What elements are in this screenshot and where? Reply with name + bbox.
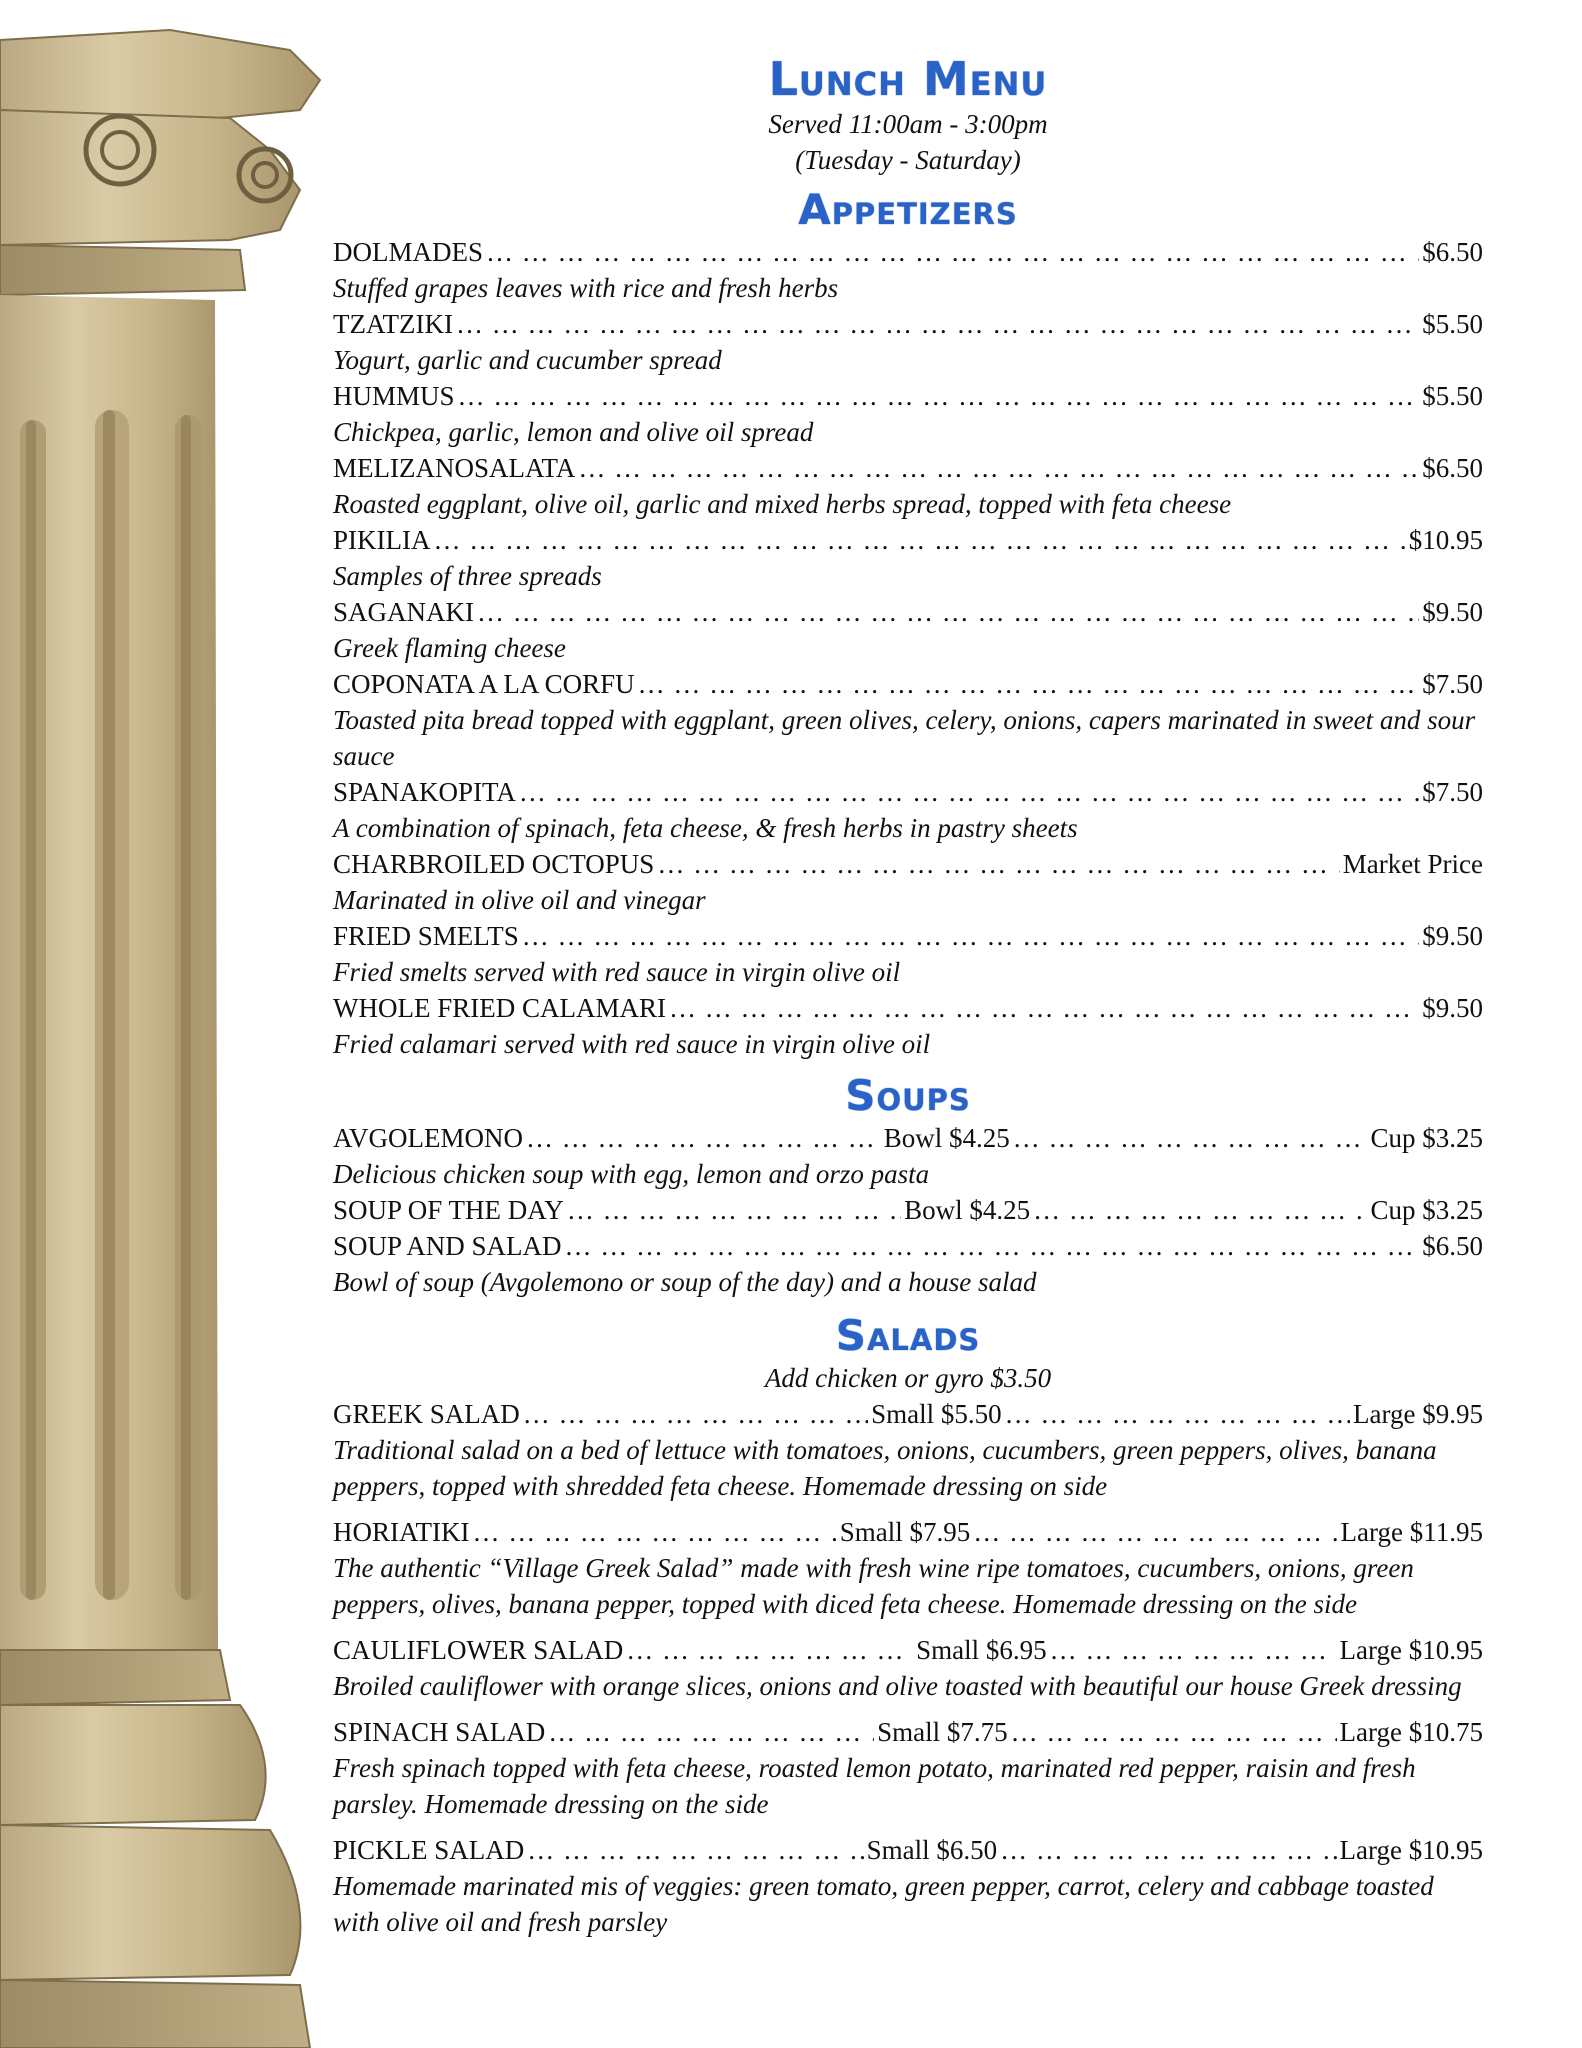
dot-leader: [1011, 1714, 1337, 1750]
menu-item-row: [333, 1832, 1483, 1868]
menu-item: [333, 306, 1483, 378]
menu-item-row: [333, 1396, 1483, 1432]
item-price: $9.50: [1422, 921, 1483, 951]
item-price: $5.50: [1422, 309, 1483, 339]
item-name: CHARBROILED OCTOPUS: [333, 849, 655, 879]
menu-item-row: [333, 378, 1483, 414]
item-price: $6.50: [1422, 1231, 1483, 1261]
item-name: COPONATA A LA CORFU: [333, 669, 635, 699]
dot-leader: [565, 1228, 1420, 1264]
menu-item-row: [333, 1192, 1483, 1228]
menu-item: [333, 1228, 1483, 1300]
item-price: $5.50: [1422, 381, 1483, 411]
menu-item-row: [333, 1514, 1483, 1550]
item-name: SAGANAKI: [333, 597, 474, 627]
dot-leader: [523, 1396, 868, 1432]
menu-item-row: [333, 234, 1483, 270]
item-small-price: Bowl $4.25: [904, 1195, 1031, 1225]
menu-item: [333, 450, 1483, 522]
salads-list: [333, 1396, 1483, 1940]
soups-list: [333, 1120, 1483, 1300]
menu-item-row: [333, 918, 1483, 954]
menu-item: [333, 918, 1483, 990]
dot-leader: [472, 1514, 836, 1550]
dot-leader: [1005, 1396, 1350, 1432]
item-name: GREEK SALAD: [333, 1399, 520, 1429]
item-price: $9.50: [1422, 993, 1483, 1023]
item-name: DOLMADES: [333, 237, 484, 267]
dot-leader: [626, 1632, 913, 1668]
menu-item-row: [333, 450, 1483, 486]
item-description: Bowl of soup (Avgolemono or soup of the day) and a house salad: [333, 1267, 1037, 1297]
item-description: Broiled cauliflower with orange slices, onions and olive toasted with beautiful our house Greek dressing: [333, 1671, 1462, 1701]
menu-header: [333, 52, 1483, 178]
menu-item-row: [333, 1228, 1483, 1264]
item-description: Samples of three spreads: [333, 561, 602, 591]
menu-item: [333, 774, 1483, 846]
menu-item: [333, 378, 1483, 450]
item-price: Large $10.95: [1339, 1635, 1483, 1665]
menu-item-row: [333, 666, 1483, 702]
item-name: CAULIFLOWER SALAD: [333, 1635, 624, 1665]
dot-leader: [1033, 1192, 1367, 1228]
menu-item: [333, 1632, 1483, 1704]
dot-leader: [1050, 1632, 1337, 1668]
dot-leader: [522, 918, 1419, 954]
item-description: Chickpea, garlic, lemon and olive oil spread: [333, 417, 814, 447]
item-price: $6.50: [1422, 453, 1483, 483]
appetizers-title: Appetizers: [798, 185, 1018, 234]
item-description: Fried calamari served with red sauce in virgin olive oil: [333, 1029, 931, 1059]
dot-leader: [433, 522, 1405, 558]
item-price: Large $11.95: [1340, 1517, 1483, 1547]
menu-item: [333, 1832, 1483, 1940]
appetizers-list: [333, 234, 1483, 1062]
dot-leader: [657, 846, 1339, 882]
item-small-price: Small $5.50: [871, 1399, 1002, 1429]
dot-leader: [1013, 1120, 1368, 1156]
item-price: Market Price: [1342, 849, 1483, 879]
dot-leader: [638, 666, 1420, 702]
item-name: PICKLE SALAD: [333, 1835, 525, 1865]
menu-title: Lunch Menu: [768, 52, 1048, 106]
menu-item: [333, 1192, 1483, 1228]
ionic-column-illustration: [0, 0, 330, 2048]
item-price: $7.50: [1422, 777, 1483, 807]
item-price: Cup $3.25: [1370, 1123, 1483, 1153]
dot-leader: [486, 234, 1419, 270]
menu-item: [333, 234, 1483, 306]
item-small-price: Small $6.50: [866, 1835, 998, 1865]
item-price: Large $10.95: [1339, 1835, 1483, 1865]
dot-leader: [458, 378, 1420, 414]
dot-leader: [1000, 1832, 1336, 1868]
item-price: $9.50: [1422, 597, 1483, 627]
item-small-price: Bowl $4.25: [883, 1123, 1010, 1153]
item-description: Fresh spinach topped with feta cheese, roasted lemon potato, marinated red pepper, raisin and fresh parsley. Homemade dressing on the side: [333, 1753, 1416, 1819]
menu-item-row: [333, 594, 1483, 630]
item-description: Delicious chicken soup with egg, lemon and orzo pasta: [333, 1159, 930, 1189]
item-price: Large $9.95: [1353, 1399, 1483, 1429]
item-name: MELIZANOSALATA: [333, 453, 576, 483]
menu-item-row: [333, 846, 1483, 882]
item-name: SPINACH SALAD: [333, 1717, 546, 1747]
item-price: Cup $3.25: [1370, 1195, 1483, 1225]
dot-leader: [477, 594, 1419, 630]
item-description: Marinated in olive oil and vinegar: [333, 885, 706, 915]
item-description: Toasted pita bread topped with eggplant, green olives, celery, onions, capers marinated in sweet and sour sauce: [333, 705, 1476, 771]
dot-leader: [973, 1514, 1337, 1550]
menu-item: [333, 522, 1483, 594]
menu-item-row: [333, 1120, 1483, 1156]
menu-item-row: [333, 1714, 1483, 1750]
menu-item: [333, 1396, 1483, 1504]
dot-leader: [578, 450, 1419, 486]
menu-item: [333, 1714, 1483, 1822]
item-small-price: Small $7.95: [839, 1517, 971, 1547]
item-name: FRIED SMELTS: [333, 921, 519, 951]
soups-title: Soups: [845, 1071, 971, 1120]
menu-item: [333, 1514, 1483, 1622]
item-description: A combination of spinach, feta cheese, & fresh herbs in pastry sheets: [333, 813, 1078, 843]
dot-leader: [567, 1192, 901, 1228]
menu-item-row: [333, 306, 1483, 342]
dot-leader: [456, 306, 1419, 342]
item-description: The authentic “Village Greek Salad” made with fresh wine ripe tomatoes, cucumbers, onions, green peppers, olives, banana pepper, topped with diced feta cheese. Homemade dressing on the side: [333, 1553, 1414, 1619]
item-description: Fried smelts served with red sauce in virgin olive oil: [333, 957, 901, 987]
menu-item-row: [333, 522, 1483, 558]
menu-item-row: [333, 990, 1483, 1026]
menu-item: [333, 1120, 1483, 1192]
dot-leader: [669, 990, 1419, 1026]
item-description: Stuffed grapes leaves with rice and fresh herbs: [333, 273, 839, 303]
item-price: $6.50: [1422, 237, 1483, 267]
item-name: AVGOLEMONO: [333, 1123, 524, 1153]
item-small-price: Small $6.95: [916, 1635, 1047, 1665]
item-name: SOUP OF THE DAY: [333, 1195, 564, 1225]
item-name: TZATZIKI: [333, 309, 453, 339]
item-small-price: Small $7.75: [877, 1717, 1008, 1747]
menu-item-row: [333, 1632, 1483, 1668]
menu-item: [333, 990, 1483, 1062]
item-description: Greek flaming cheese: [333, 633, 566, 663]
dot-leader: [527, 1832, 863, 1868]
salads-note: Add chicken or gyro $3.50: [764, 1363, 1052, 1393]
lunch-menu: [333, 52, 1483, 1950]
item-name: PIKILIA: [333, 525, 431, 555]
item-price: $10.95: [1408, 525, 1483, 555]
item-description: Traditional salad on a bed of lettuce with tomatoes, onions, cucumbers, green peppers, olives, banana peppers, topped with shredded feta cheese. Homemade dressing on side: [333, 1435, 1437, 1501]
item-price: Large $10.75: [1339, 1717, 1483, 1747]
item-name: HUMMUS: [333, 381, 455, 411]
salads-title: Salads: [835, 1311, 981, 1360]
menu-item-row: [333, 774, 1483, 810]
dot-leader: [548, 1714, 874, 1750]
served-hours: Served 11:00am - 3:00pm: [768, 109, 1048, 139]
menu-item: [333, 594, 1483, 666]
item-name: HORIATIKI: [333, 1517, 470, 1547]
item-name: SPANAKOPITA: [333, 777, 516, 807]
item-name: WHOLE FRIED CALAMARI: [333, 993, 666, 1023]
dot-leader: [526, 1120, 881, 1156]
menu-item: [333, 666, 1483, 774]
item-name: SOUP AND SALAD: [333, 1231, 562, 1261]
item-description: Homemade marinated mis of veggies: green tomato, green pepper, carrot, celery and cabbage toasted with olive oil and fresh parsley: [333, 1871, 1434, 1937]
item-description: Yogurt, garlic and cucumber spread: [333, 345, 722, 375]
menu-item: [333, 846, 1483, 918]
item-price: $7.50: [1422, 669, 1483, 699]
item-description: Roasted eggplant, olive oil, garlic and mixed herbs spread, topped with feta cheese: [333, 489, 1232, 519]
dot-leader: [519, 774, 1419, 810]
served-days: (Tuesday - Saturday): [795, 145, 1021, 175]
